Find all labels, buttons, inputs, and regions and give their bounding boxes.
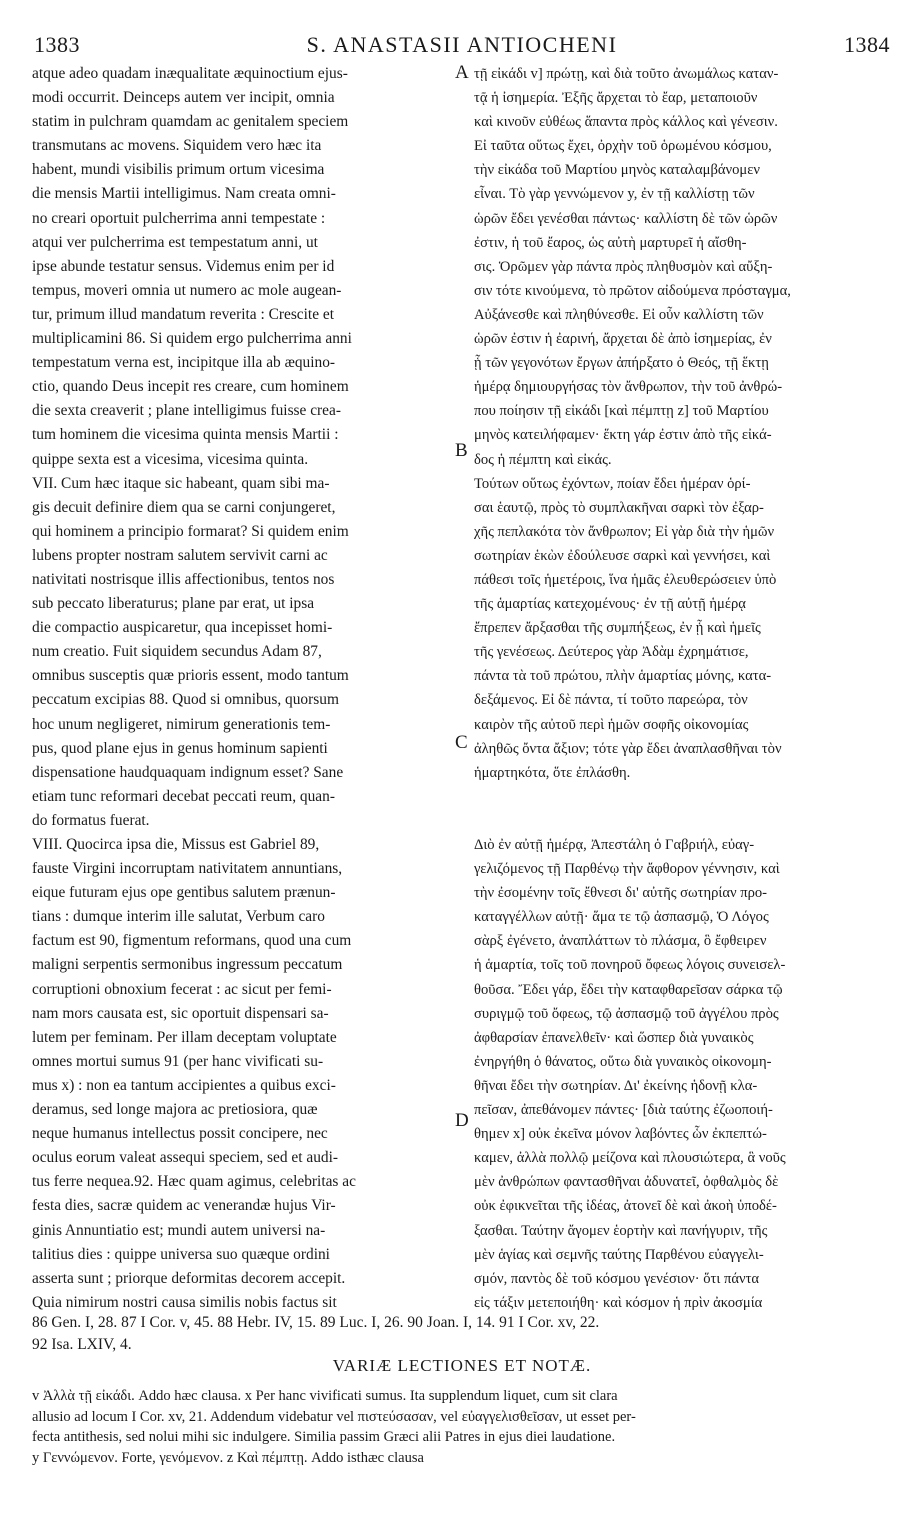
latin-text-line: sub peccato liberaturus; plane par erat, ut ipsa: [32, 595, 315, 613]
latin-text-line: atque adeo quadam inæqualitate æquinoctium ejus-: [32, 65, 348, 82]
margin-marker-a: A: [455, 62, 469, 83]
latin-text-line: pus, quod plane ejus in genus hominum sapienti: [32, 739, 328, 757]
latin-text-line: die mensis Martii intelligimus. Nam creata omni-: [32, 185, 336, 203]
running-title: S. ANASTASII ANTIOCHENI: [306, 32, 618, 57]
greek-text-line: ἐστιν, ἡ τοῦ ἔαρος, ὡς αὐτὴ μαρτυρεῖ ἡ αἴσθη-: [474, 234, 747, 251]
greek-text-line: σιν τότε κινούμενα, τὸ πρῶτον αἰδούμενα πρόσταγμα,: [474, 282, 791, 299]
variant-readings-notes: [32, 1386, 888, 1468]
latin-text-line: talitius dies : quippe universa suo quæque ordini: [32, 1245, 330, 1263]
greek-text-line: χῆς πεπλακότα τὸν ἄνθρωπον; Εἰ γὰρ διὰ τὴν ἡμῶν: [474, 523, 775, 540]
latin-text-line: tempus, moveri omnia ut numero ac mole augean-: [32, 281, 342, 299]
greek-text-line: τὴν ἐσομένην τοῖς ἔθνεσι δι' αὐτῆς σωτηρίαν προ-: [474, 885, 768, 902]
latin-text-line: habent, mundi visibilis primum ortum vicesima: [32, 161, 325, 179]
latin-text-line: ctio, quando Deus incepit res creare, cum hominem: [32, 378, 349, 396]
greek-text-line: οὐκ ἐφικνεῖται τῆς ἰδέας, ἀτονεῖ δὲ καὶ ἀκοὴ ὑποδέ-: [474, 1198, 777, 1215]
greek-text-line: [474, 785, 886, 809]
latin-text-line: maligni serpentis sermonibus ingressum peccatum: [32, 956, 343, 974]
greek-text-line: συριγμῷ τοῦ ὄφεως, τῷ ἀσπασμῷ τοῦ ἀγγέλου πρὸς: [474, 1005, 779, 1022]
greek-text-line: ξασθαι. Ταύτην ἄγομεν ἑορτὴν καὶ πανήγυριν, τῆς: [474, 1222, 768, 1239]
greek-text-line: Τούτων οὕτως ἐχόντων, ποίαν ἔδει ἡμέραν ὁρί-: [474, 475, 751, 492]
note-line: allusio ad locum I Cor. xv, 21. Addendum videbatur vel πιστεύσασαν, vel εὐαγγελισθεῖσαν, ut esset per-: [32, 1408, 636, 1425]
greek-text-line: Διὸ ἐν αὐτῇ ἡμέρᾳ, Ἀπεστάλη ὁ Γαβριήλ, εὐαγ-: [474, 837, 755, 853]
greek-text-line: ἡ ἁμαρτία, τοῖς τοῦ πονηροῦ ὄφεως λόγοις συνεισελ-: [474, 957, 786, 974]
margin-marker-c: C: [455, 732, 468, 753]
greek-text-line: σωτηρίαν ἑκὼν ἐδούλευσε σαρκὶ καὶ γεννήσει, καὶ: [474, 547, 771, 564]
greek-text-line: Εἰ ταῦτα οὕτως ἔχει, ὀρχὴν τοῦ ὁρωμένου κόσμου,: [474, 138, 772, 155]
greek-text-line: ὡρῶν ἔδει γενέσθαι πάντως· καλλίστη δὲ τῶν ὡρῶν: [474, 210, 778, 227]
latin-text-line: lubens propter nostram salutem servivit carni ac: [32, 546, 328, 564]
greek-text-line: τῆς γενέσεως. Δεύτερος γὰρ Ἀδὰμ ἐχρημάτισε,: [474, 644, 749, 661]
latin-text-line: atqui ver pulcherrima est tempestatum anni, ut: [32, 233, 318, 251]
latin-text-line: omnibus susceptis quæ prioris essent, modo tantum: [32, 667, 349, 685]
latin-text-line: festa dies, sacræ quidem ac venerandæ hujus Vir-: [32, 1197, 336, 1215]
greek-text-line: τᾷ ἡ ἰσημερία. Ἐξῆς ἄρχεται τὸ ἔαρ, μεταποιοῦν: [474, 90, 758, 107]
latin-text-line: neque humanus intellectus possit concipere, nec: [32, 1125, 328, 1143]
margin-marker-b: B: [455, 440, 468, 461]
latin-text-line: ginis Annuntiatio est; mundi autem universi na-: [32, 1221, 326, 1239]
latin-text-line: eique futuram ejus ope gentibus salutem prænun-: [32, 884, 336, 902]
greek-text-line: σμόν, παντὸς δὲ τοῦ κόσμου γενέσιον· ὅτι πάντα: [474, 1270, 760, 1287]
latin-text-line: corruptioni obnoxium fecerat : ac sicut per femi-: [32, 980, 332, 998]
greek-text-line: σις. Ὁρῶμεν γὰρ πάντα πρὸς πληθυσμὸν καὶ αὔξη-: [474, 258, 773, 275]
greek-text-line: τῆς ἁμαρτίας κατεχομένους· ἐν τῇ αὐτῇ ἡμέρᾳ: [474, 596, 746, 613]
latin-text-line: tur, primum illud mandatum reverita : Crescite et: [32, 305, 334, 323]
greek-text-line: τὴν εἰκάδα τοῦ Μαρτίου μηνὸς καταλαμβάνομεν: [474, 162, 760, 179]
margin-marker-d: D: [455, 1110, 469, 1131]
footnote-line: 86 Gen. I, 28. 87 I Cor. v, 45. 88 Hebr. IV, 15. 89 Luc. I, 26. 90 Joan. I, 14. 91 I Cor. xv, 22.: [32, 1314, 600, 1331]
greek-text-line: τῇ εἰκάδι v] πρώτῃ, καὶ διὰ τοῦτο ἀνωμάλως καταν-: [474, 66, 779, 82]
greek-text-line: θημεν x] οὐκ ἐκεῖνα μόνον λαβόντες ὧν ἐκπεπτώ-: [474, 1126, 767, 1143]
greek-text-line: πεῖσαν, ἀπεθάνομεν πάντες· [διὰ ταύτης ἐζωοποιή-: [474, 1102, 773, 1119]
greek-text-line: πάντα τὰ τοῦ πρώτου, πλὴν ἁμαρτίας μόνης, κατα-: [474, 668, 772, 685]
latin-text-line: nam mors causata est, sic oportuit dispensari sa-: [32, 1004, 329, 1022]
greek-text-line: ἡμέρᾳ δημιουργήσας τὸν ἄνθρωπον, τὴν τοῦ ἀνθρώ-: [474, 379, 783, 396]
latin-text-line: VIII. Quocirca ipsa die, Missus est Gabriel 89,: [32, 836, 320, 853]
greek-text-line: καταγγέλλων αὐτῇ· ἅμα τε τῷ ἀσπασμῷ, Ὁ Λόγος: [474, 909, 769, 926]
latin-text-line: fauste Virgini incorruptam nativitatem annuntians,: [32, 860, 343, 878]
left-page-number: 1383: [34, 32, 80, 57]
latin-text-line: Quia nimirum nostri causa similis nobis factus sit: [32, 1293, 337, 1311]
greek-text-line: δεξάμενος. Εἰ δὲ πάντα, τί τοῦτο παρεώρα, τὸν: [474, 692, 748, 709]
latin-text-line: die sexta creaverit ; plane intelligimus fuisse crea-: [32, 402, 341, 420]
right-page-number: 1384: [844, 32, 890, 57]
latin-text-line: statim in pulchram quamdam ac genitalem speciem: [32, 113, 349, 131]
scripture-footnotes: [32, 1312, 888, 1356]
greek-text-line: καὶ κινοῦν εὐθέως ἅπαντα πρὸς κάλλος καὶ γένεσιν.: [474, 114, 778, 131]
latin-text-line: ipse abunde testatur sensus. Videmus enim per id: [32, 257, 335, 275]
greek-text-line: θῆναι ἔδει τὴν σωτηρίαν. Δι' ἐκείνης ἡδονῇ κλα-: [474, 1077, 758, 1094]
latin-text-line: no creari oportuit pulcherrima anni tempestate :: [32, 209, 326, 227]
latin-text-line: oculus eorum valeat assequi speciem, sed et audi-: [32, 1149, 339, 1167]
note-line: y Γεννώμενον. Forte, γενόμενον. z Καὶ πέμπτῃ. Addo isthæc clausa: [32, 1449, 424, 1466]
greek-text-line: ἀληθῶς ὄντα ἄξιον; τότε γὰρ ἔδει ἀναπλασθῆναι τὸν: [474, 740, 782, 757]
note-line: fecta antithesis, sed nolui mihi sic indulgere. Similia passim Græci alii Patres in ejus diei laudatione.: [32, 1429, 616, 1445]
greek-text-line: εἶναι. Τὸ γὰρ γεννώμενον y, ἐν τῇ καλλίστῃ τῶν: [474, 186, 755, 203]
latin-text-line: asserta sunt ; priorque deformitas decorem accepit.: [32, 1269, 346, 1287]
greek-text-line: που ποίησιν τῇ εἰκάδι [καὶ πέμπτῃ z] τοῦ Μαρτίου: [474, 403, 769, 420]
notes-heading: VARIÆ LECTIONES ET NOTÆ.: [332, 1356, 592, 1375]
greek-text-line: δος ἡ πέμπτη καὶ εἰκάς.: [474, 451, 612, 468]
greek-text-line: πάθεσι τοῖς ἡμετέροις, ἵνα ἡμᾶς ἐλευθερώσειεν ὑπὸ: [474, 571, 777, 588]
latin-text-line: mus x) : non ea tantum accipientes a quibus exci-: [32, 1076, 336, 1094]
greek-text-line: Αὐξάνεσθε καὶ πληθύνεσθε. Εἰ οὖν καλλίστη τῶν: [474, 306, 764, 323]
latin-text-line: do formatus fuerat.: [32, 811, 150, 829]
greek-text-line: [474, 809, 886, 833]
greek-text-line: ἡμαρτηκότα, ὅτε ἐπλάσθη.: [474, 764, 631, 781]
greek-text-line: θοῦσα. Ἔδει γάρ, ἔδει τὴν καταφθαρεῖσαν σάρκα τῷ: [474, 981, 783, 998]
latin-text-line: etiam tunc reformari decebat peccati reum, quan-: [32, 787, 335, 805]
greek-text-line: μὲν ἁγίας καὶ σεμνῆς ταύτης Παρθένου εὐαγγελι-: [474, 1246, 764, 1263]
latin-text-line: multiplicamini 86. Si quidem ergo pulcherrima anni: [32, 330, 352, 348]
latin-text-line: nativitati nostrisque illis affectionibus, tentos nos: [32, 570, 335, 588]
greek-text-line: γελιζόμενος τῇ Παρθένῳ τὴν ἄφθορον γέννησιν, καὶ: [474, 861, 780, 878]
running-header: [34, 32, 890, 62]
greek-text-line: μὲν ἀνθρώπων φαντασθῆναι ἀδυνατεῖ, ὀφθαλμὸς δὲ: [474, 1174, 779, 1191]
greek-text-line: μηνὸς κατειλήφαμεν· ἕκτη γάρ ἐστιν ἀπὸ τῆς εἰκά-: [474, 427, 772, 444]
latin-text-line: deramus, sed longe majora ac pretiosiora, quæ: [32, 1101, 318, 1119]
greek-text-line: ᾗ τῶν γεγονότων ἔργων ἀπήρξατο ὁ Θεός, τῇ ἕκτῃ: [474, 355, 769, 372]
note-line: v Ἀλλὰ τῇ εἰκάδι. Addo hæc clausa. x Per hanc vivificati sumus. Ita supplendum liquet, cum sit clara: [32, 1388, 618, 1404]
latin-text-line: quippe sexta est a vicesima, vicesima quinta.: [32, 450, 309, 468]
greek-text-line: καιρὸν τῆς αὐτοῦ περὶ ἡμῶν σοφῆς οἰκονομίας: [474, 716, 749, 733]
greek-text-line: ἀφθαρσίαν ἐπανελθεῖν· καὶ ὥσπερ διὰ γυναικὸς: [474, 1029, 754, 1046]
latin-text-line: tians : dumque interim ille salutat, Verbum caro: [32, 908, 325, 926]
latin-text-line: factum est 90, figmentum reformans, quod una cum: [32, 932, 352, 950]
greek-text-line: ἔπρεπεν ἄρξασθαι τῆς συμπήξεως, ἐν ᾗ καὶ ἡμεῖς: [474, 620, 761, 637]
latin-text-line: omnes mortui sumus 91 (per hanc vivificati su-: [32, 1052, 324, 1070]
greek-text-line: ἐνηργήθη ὁ θάνατος, οὕτω διὰ γυναικὸς οἰκονομη-: [474, 1053, 772, 1070]
latin-text-line: qui hominem a principio formarat? Si quidem enim: [32, 522, 349, 540]
latin-column: [32, 62, 444, 1315]
greek-text-line: σαι ἑαυτῷ, πρὸς τὸ συμπλακῆναι σαρκὶ τὸν ἐξαρ-: [474, 499, 764, 516]
latin-text-line: peccatum excipias 88. Quod si omnibus, quorsum: [32, 691, 339, 709]
greek-text-line: εἰς τάξιν μετεποιήθη· καὶ κόσμον ἡ πρὶν ἀκοσμία: [474, 1294, 763, 1311]
latin-text-line: transmutans ac movens. Siquidem vero hæc ita: [32, 137, 322, 155]
greek-column: [474, 62, 886, 1315]
latin-text-line: tum hominem die vicesima quinta mensis Martii :: [32, 426, 339, 444]
latin-text-line: dispensatione haudquaquam indignum esset? Sane: [32, 763, 344, 781]
greek-text-line: σὰρξ ἐγένετο, ἀναπλάττων τὸ πλάσμα, ὃ ἔφθειρεν: [474, 933, 767, 950]
latin-text-line: tempestatum verna est, incipitque illa ab æquino-: [32, 354, 336, 372]
latin-text-line: lutem per feminam. Per illam deceptam voluptate: [32, 1028, 337, 1046]
latin-text-line: num creatio. Fuit siquidem secundus Adam 87,: [32, 643, 322, 661]
greek-text-line: καμεν, ἀλλὰ πολλῷ μείζονα καὶ πλουσιώτερα, ἃ νοῦς: [474, 1150, 786, 1167]
latin-text-line: modi occurrit. Deinceps autem ver incipit, omnia: [32, 89, 335, 107]
latin-text-line: die compactio auspicaretur, qua incepisset homi-: [32, 619, 333, 637]
latin-text-line: tus ferre nequea.92. Hæc quam agimus, celebritas ac: [32, 1173, 356, 1191]
footnote-line: 92 Isa. LXIV, 4.: [32, 1336, 132, 1353]
latin-text-line: VII. Cum hæc itaque sic habeant, quam sibi ma-: [32, 474, 330, 492]
latin-text-line: gis decuit definire diem qua se carni conjungeret,: [32, 498, 336, 516]
latin-text-line: hoc unum negligeret, nimirum generationis tem-: [32, 715, 331, 733]
greek-text-line: ὡρῶν ἐστιν ἡ ἐαρινή, ἄρχεται δὲ ἀπὸ ἰσημερίας, ἐν: [474, 331, 772, 348]
